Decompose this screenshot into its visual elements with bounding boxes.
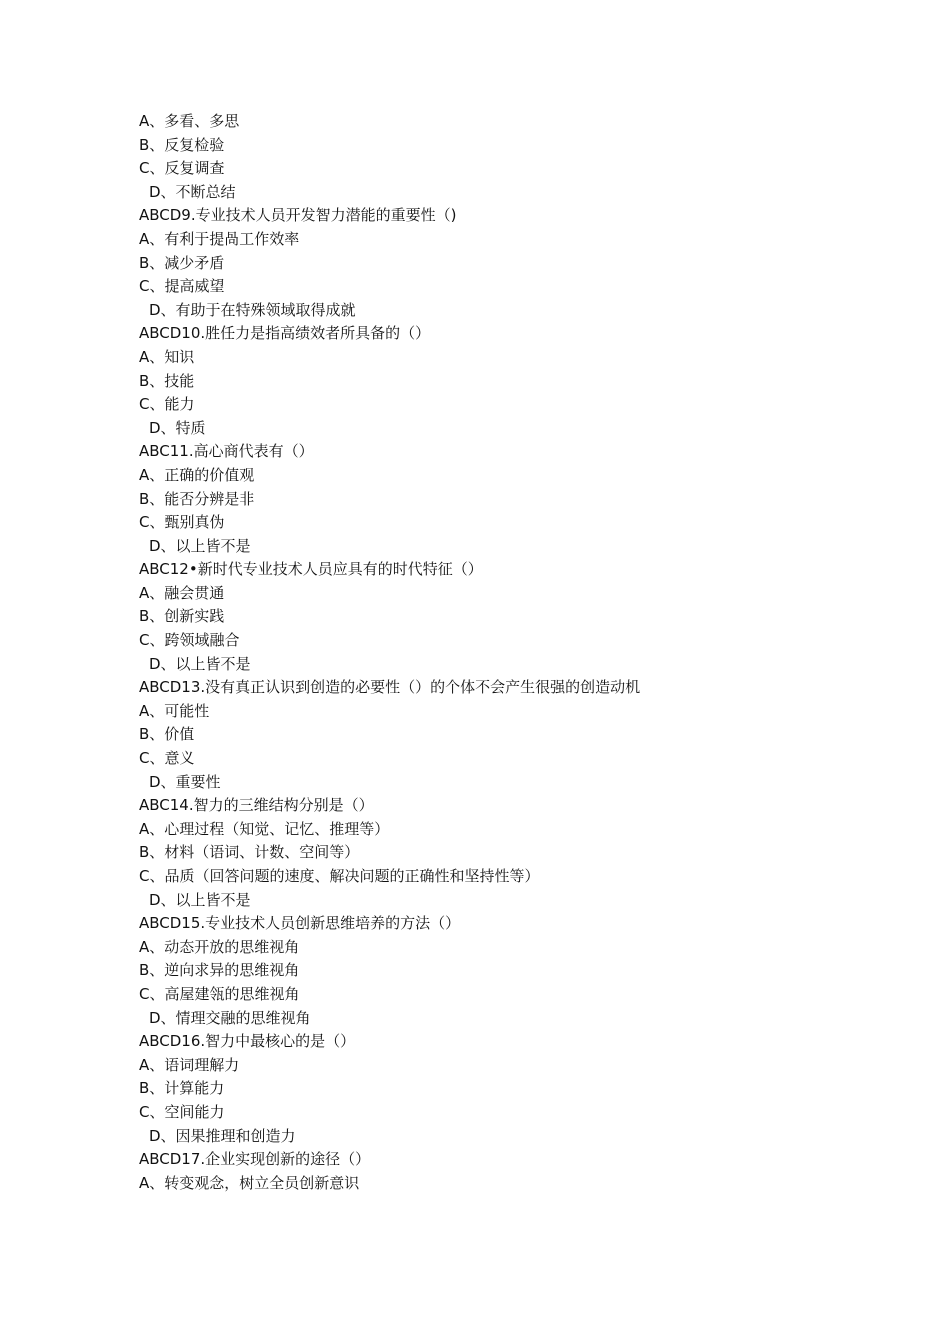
option-line: B、材料（语词、计数、空间等） bbox=[139, 843, 360, 862]
option-line: B、计算能力 bbox=[139, 1079, 225, 1098]
question-line: ABCD10.胜任力是指高绩效者所具备的（） bbox=[139, 324, 431, 343]
option-line: D、以上皆不是 bbox=[149, 890, 251, 909]
option-line: A、可能性 bbox=[139, 701, 210, 720]
option-line: A、多看、多思 bbox=[139, 112, 240, 130]
option-line: D、以上皆不是 bbox=[149, 654, 251, 673]
option-line: D、不断总结 bbox=[149, 182, 236, 201]
question-line: ABCD17.企业实现创新的途径（） bbox=[139, 1150, 371, 1169]
option-line: C、品质（回答问题的速度、解决问题的正确性和坚持性等） bbox=[139, 867, 540, 885]
option-line: D、因果推理和创造力 bbox=[149, 1126, 296, 1145]
option-line: D、以上皆不是 bbox=[149, 536, 251, 555]
question-line: ABCD9.专业技术人员开发智力潜能的重要性（) bbox=[139, 206, 457, 225]
option-line: B、价值 bbox=[139, 725, 195, 744]
option-line: A、动态开放的思维视角 bbox=[139, 937, 300, 956]
option-line: A、知识 bbox=[139, 347, 195, 366]
question-line: ABCD15.专业技术人员创新思维培养的方法（） bbox=[139, 914, 461, 933]
option-line: A、转变观念，树立全员创新意识 bbox=[139, 1173, 360, 1192]
option-line: C、高屋建瓴的思维视角 bbox=[139, 984, 300, 1003]
option-line: D、有助于在特殊领域取得成就 bbox=[149, 300, 356, 319]
option-line: C、甄别真伪 bbox=[139, 513, 225, 532]
option-line: A、有利于提咼工作效率 bbox=[139, 229, 300, 248]
option-line: B、创新实践 bbox=[139, 607, 225, 626]
option-line: D、重要性 bbox=[149, 772, 221, 791]
option-line: D、情理交融的思维视角 bbox=[149, 1008, 311, 1027]
option-line: A、心理过程（知觉、记忆、推理等） bbox=[139, 819, 390, 838]
option-line: B、能否分辨是非 bbox=[139, 489, 255, 508]
option-line: B、技能 bbox=[139, 371, 195, 390]
option-line: A、语词理解力 bbox=[139, 1055, 240, 1074]
option-line: C、空间能力 bbox=[139, 1102, 225, 1121]
option-line: C、跨领域融合 bbox=[139, 631, 240, 650]
option-line: D、特质 bbox=[149, 418, 206, 437]
question-line: ABC12•新时代专业技术人员应具有的时代特征（） bbox=[139, 560, 483, 579]
option-line: C、意义 bbox=[139, 749, 195, 768]
option-line: C、能力 bbox=[139, 395, 195, 414]
option-line: B、反复检验 bbox=[139, 135, 225, 154]
option-line: A、融会贯通 bbox=[139, 583, 225, 602]
option-line: A、正确的价值观 bbox=[139, 465, 255, 484]
question-line: ABCD16.智力中最核心的是（） bbox=[139, 1032, 356, 1051]
option-line: B、逆向求异的思维视角 bbox=[139, 961, 300, 980]
document-body bbox=[139, 110, 879, 1195]
question-line: ABC14.智力的三维结构分别是（） bbox=[139, 796, 374, 815]
option-line: C、提高威望 bbox=[139, 277, 225, 296]
question-line: ABCD13.没有真正认识到创造的必要性（）的个体不会产生很强的创造动机 bbox=[139, 678, 641, 697]
option-line: C、反复调查 bbox=[139, 159, 225, 178]
option-line: B、减少矛盾 bbox=[139, 253, 225, 272]
question-line: ABC11.高心商代表有（） bbox=[139, 442, 314, 461]
